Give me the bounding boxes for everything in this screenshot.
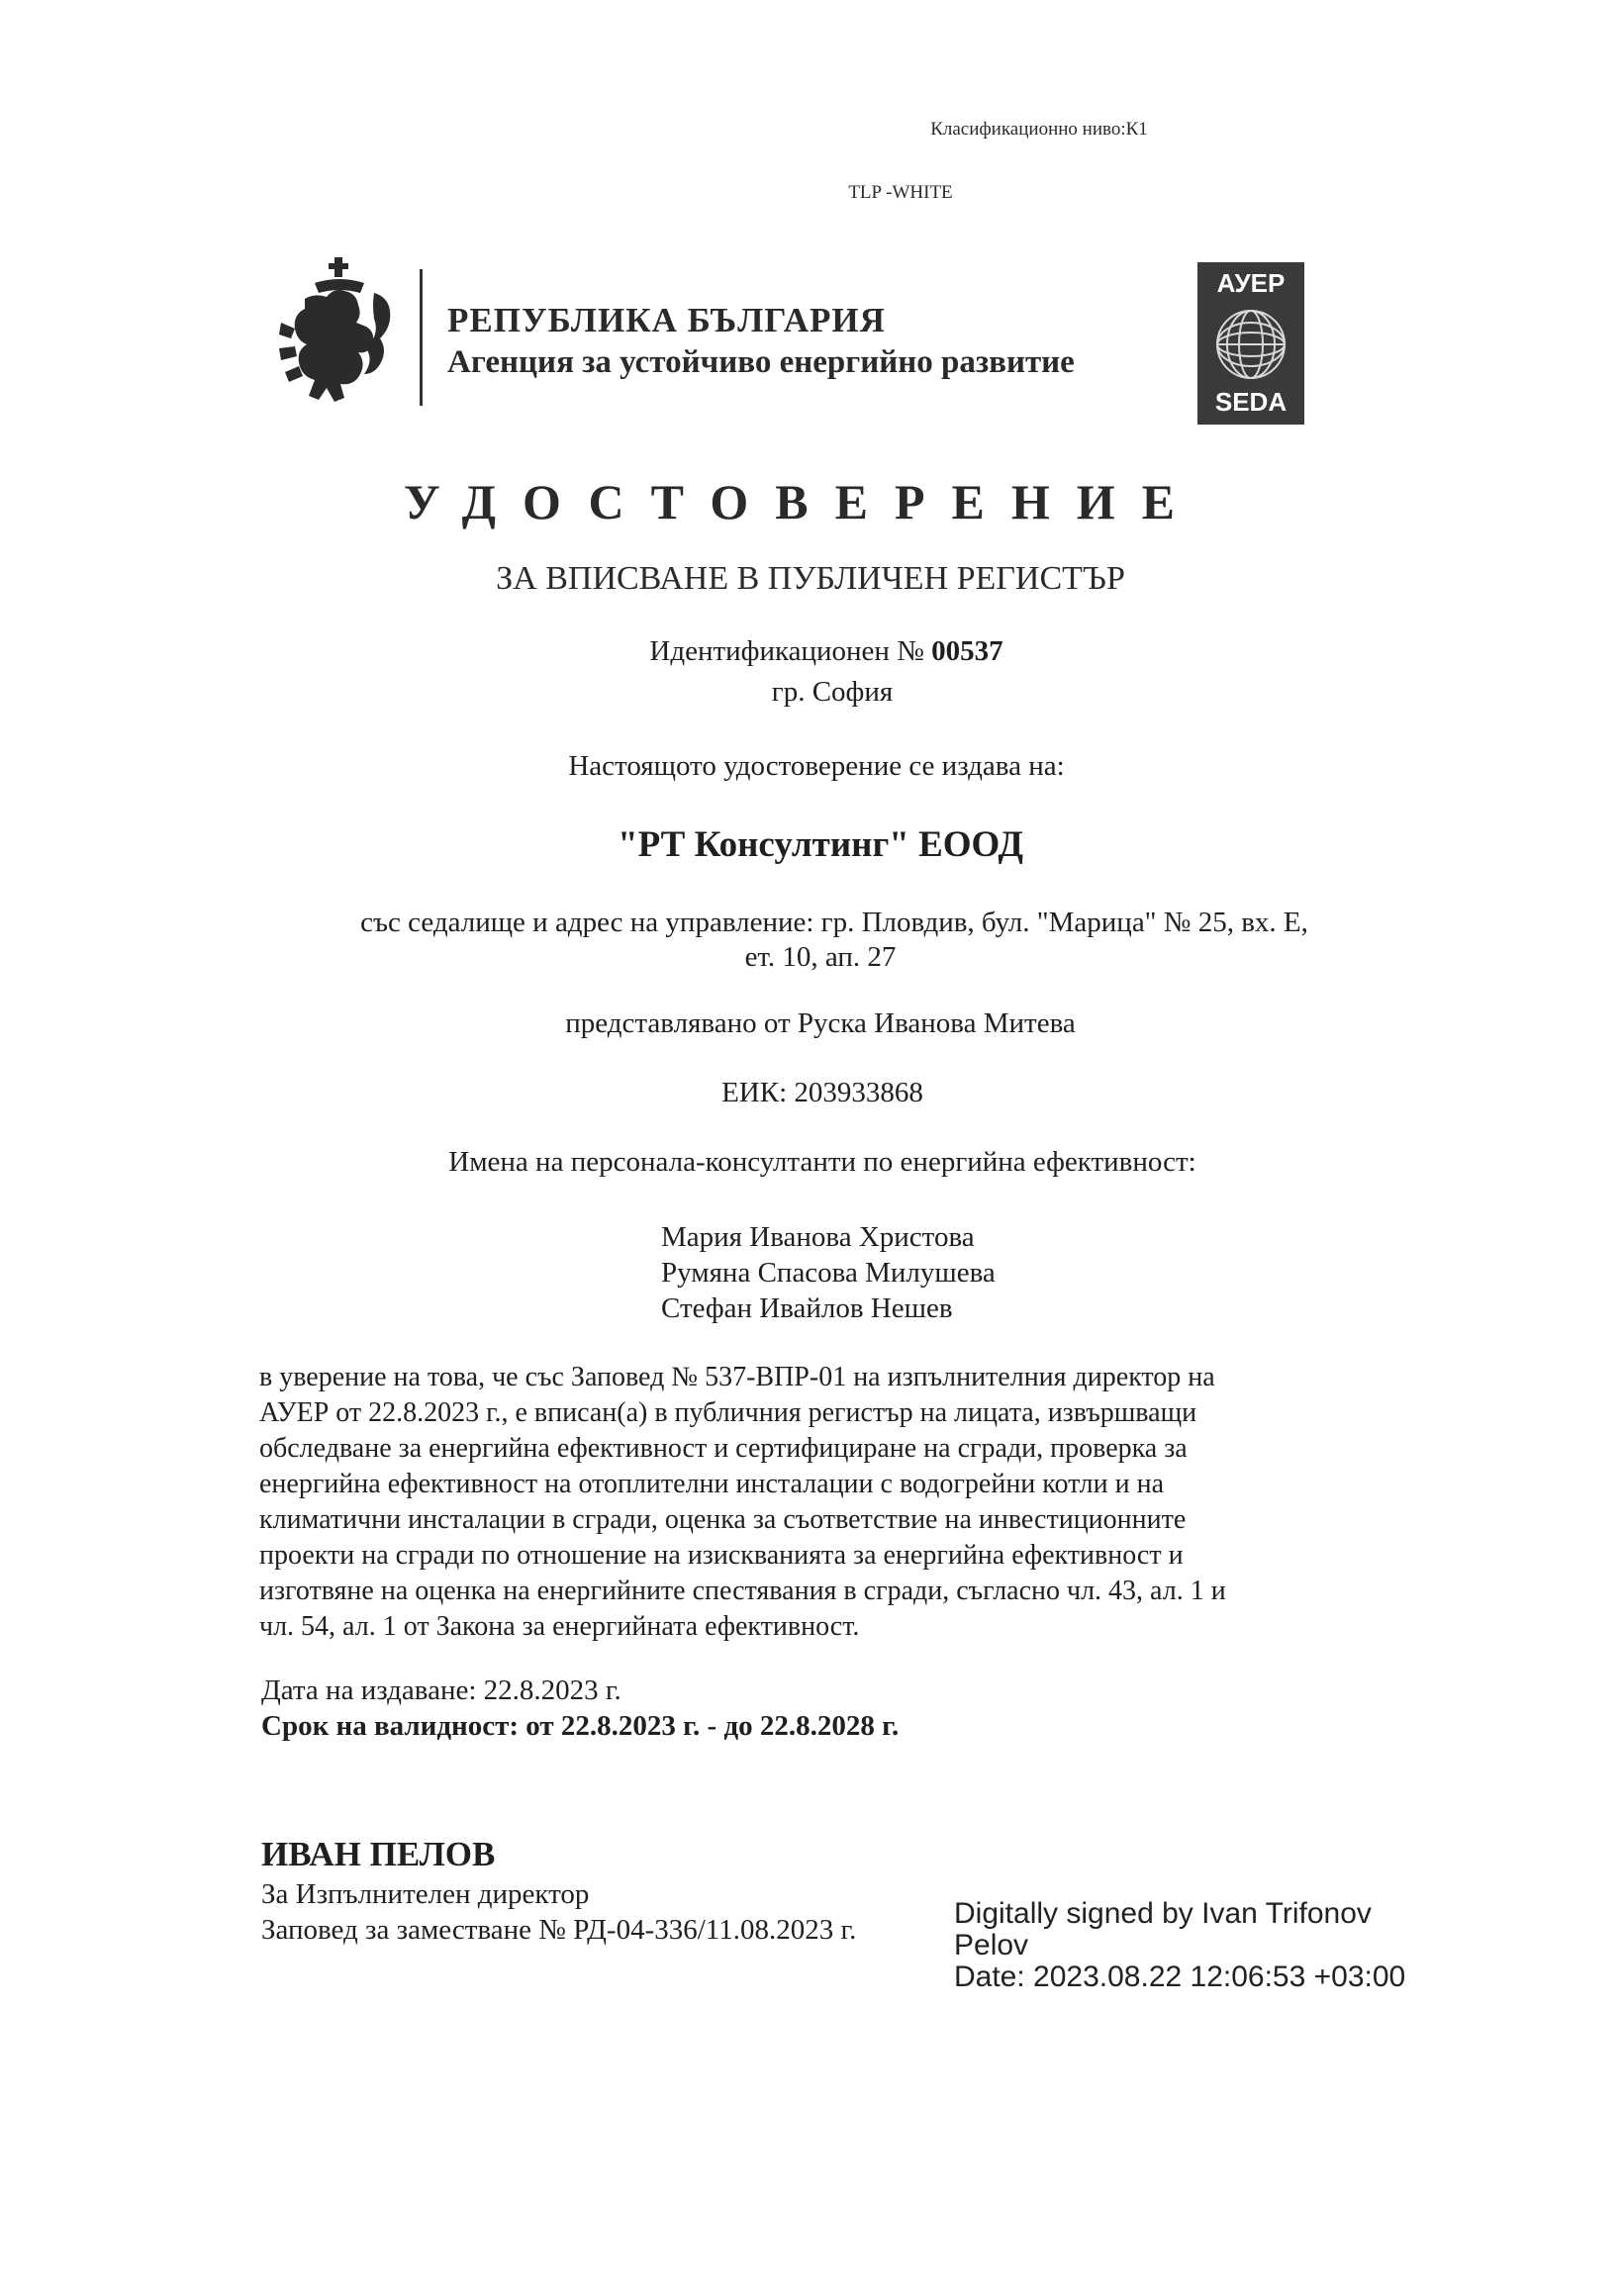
digital-signature-line: Pelov: [954, 1929, 1029, 1961]
list-item: Румяна Спасова Милушева: [661, 1257, 996, 1289]
digital-signature-block: [954, 1898, 1405, 1993]
address-line-2: ет. 10, ап. 27: [744, 941, 897, 973]
republic-name: РЕПУБЛИКА БЪЛГАРИЯ: [447, 301, 886, 339]
body-line: в уверение на това, че със Заповед № 537-ВПР-01 на изпълнителния директор на: [259, 1362, 1215, 1392]
seda-logo-top-text: АУЕР: [1216, 268, 1286, 298]
seda-logo: [1197, 262, 1304, 425]
validity-period: Срок на валидност: от 22.8.2023 г. - до 22.8.2028 г.: [261, 1710, 900, 1742]
certificate-body: [259, 1360, 1348, 1645]
list-item: Стефан Ивайлов Нешев: [661, 1292, 953, 1324]
body-line: чл. 54, ал. 1 от Закона за енергийната ефективност.: [259, 1611, 860, 1642]
issue-date: Дата на издаване: 22.8.2023 г.: [261, 1674, 621, 1706]
id-label: Идентификационен №: [649, 635, 932, 667]
issue-city: гр. София: [771, 676, 894, 708]
agency-name: Агенция за устойчиво енергийно развитие: [447, 344, 1075, 380]
signer-name: ИВАН ПЕЛОВ: [261, 1835, 496, 1873]
signer-order: Заповед за заместване № РД-04-336/11.08.2023 г.: [261, 1914, 857, 1946]
identification-number: [0, 635, 1622, 668]
tlp-marking: TLP -WHITE: [848, 182, 953, 203]
body-line: АУЕР от 22.8.2023 г., е вписан(а) в публичния регистър на лицата, извършващи: [259, 1397, 1197, 1428]
body-line: енергийна ефективност на отоплителни инсталации с водогрейни котли и на: [259, 1469, 1164, 1499]
address-line-1: със седалище и адрес на управление: гр. Пловдив, бул. "Марица" № 25, вх. Е,: [360, 907, 1308, 938]
header-divider: [420, 269, 423, 406]
body-line: проекти на сгради по отношение на изискванията за енергийна ефективност и: [259, 1540, 1184, 1571]
list-item: Мария Иванова Христова: [661, 1221, 975, 1253]
globe-icon: [1211, 306, 1290, 383]
body-line: обследване за енергийна ефективност и сертифициране на сгради, проверка за: [259, 1433, 1188, 1464]
document-title: УДОСТОВЕРЕНИЕ: [404, 474, 1201, 529]
consultants-list: [661, 1219, 996, 1326]
digital-signature-line: Digitally signed by Ivan Trifonov: [954, 1897, 1372, 1930]
body-line: климатични инсталации в сгради, оценка за съответствие на инвестиционните: [259, 1504, 1187, 1535]
coat-of-arms-lion-icon: [275, 253, 404, 412]
document-subtitle: ЗА ВПИСВАНЕ В ПУБЛИЧЕН РЕГИСТЪР: [496, 560, 1125, 597]
issued-to-label: Настоящото удостоверение се издава на:: [568, 750, 1065, 782]
eik-number: ЕИК: 203933868: [721, 1077, 923, 1108]
seda-logo-bottom-text: SEDA: [1214, 387, 1288, 417]
id-value: 00537: [931, 635, 1003, 667]
classification-level: Класификационно ниво:К1: [930, 119, 1148, 140]
digital-signature-date: Date: 2023.08.22 12:06:53 +03:00: [954, 1961, 1406, 1993]
body-line: изготвяне на оценка на енергийните спестявания в сгради, съгласно чл. 43, ал. 1 и: [259, 1576, 1226, 1606]
company-name: "РТ Консултинг" ЕООД: [618, 824, 1023, 865]
signer-role: За Изпълнителен директор: [261, 1878, 590, 1910]
represented-by: представлявано от Руска Иванова Митева: [565, 1007, 1076, 1039]
consultants-label: Имена на персонала-консултанти по енергийна ефективност:: [448, 1146, 1196, 1178]
